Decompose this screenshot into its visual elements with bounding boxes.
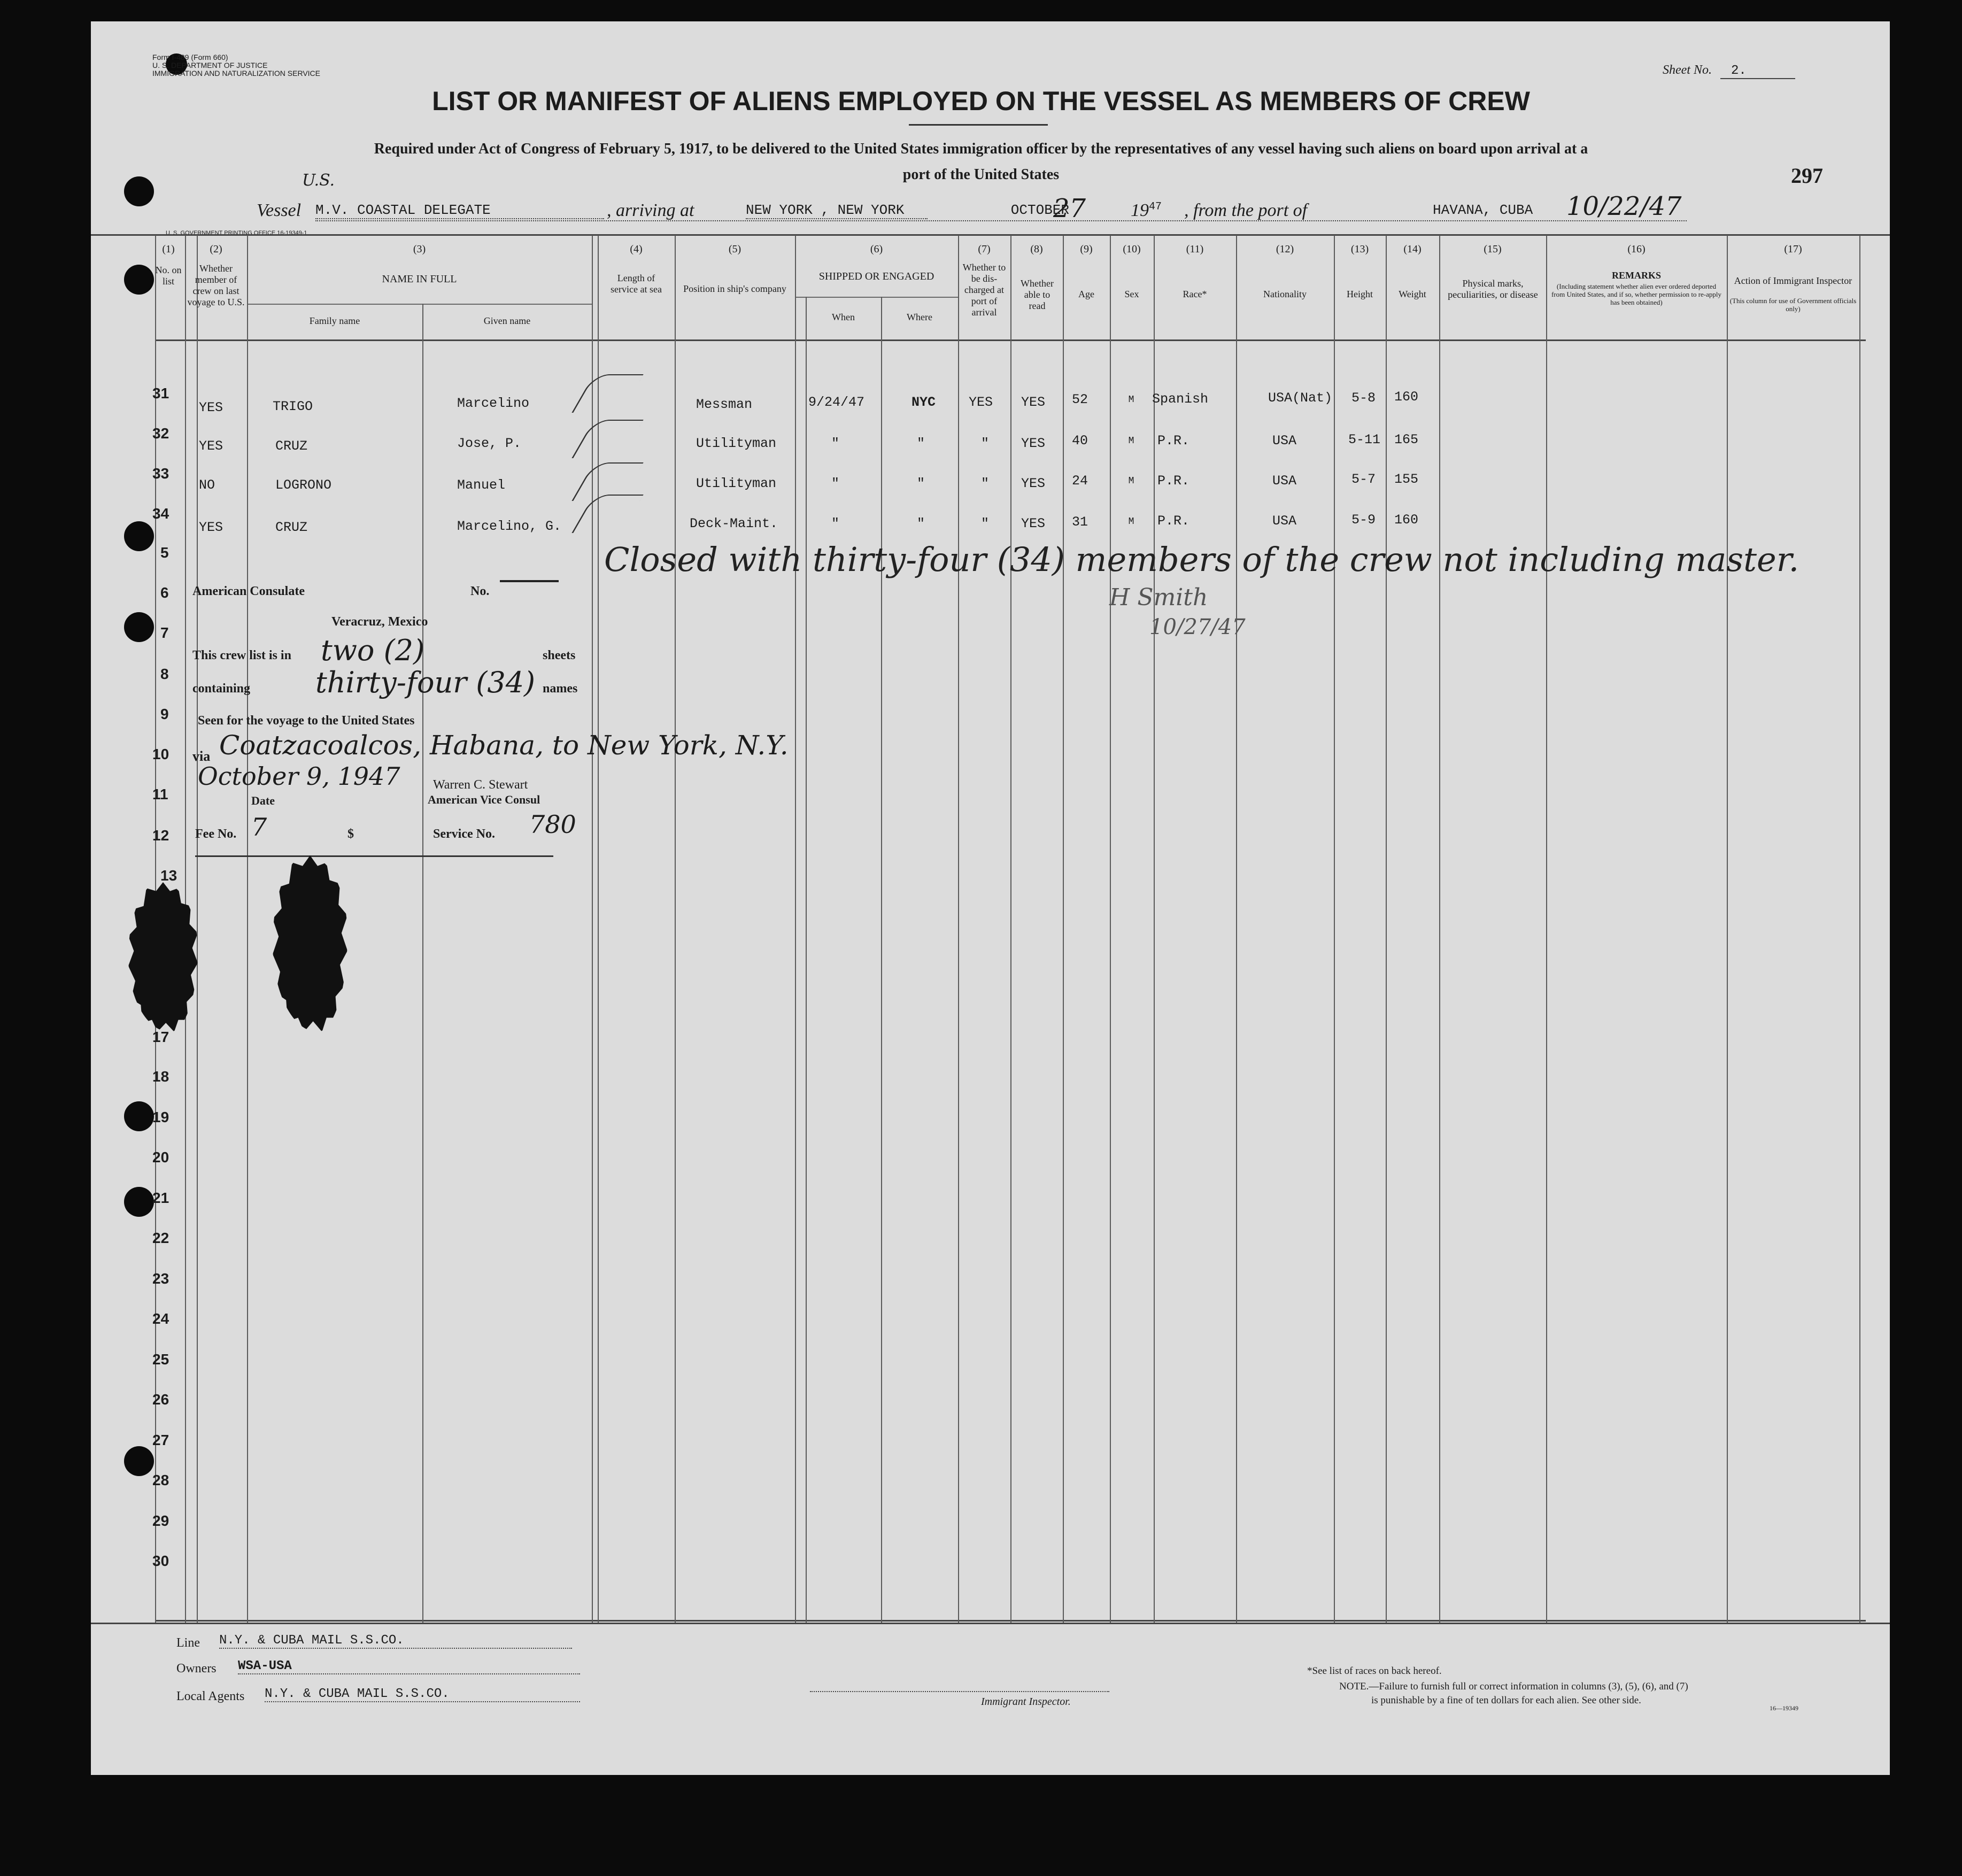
col-num-15: (15) xyxy=(1484,243,1502,255)
seen-label: Seen for the voyage to the United States xyxy=(198,714,415,728)
consul-date: October 9, 1947 xyxy=(198,762,400,791)
col-num-8: (8) xyxy=(1030,243,1043,255)
col-head-race: Race* xyxy=(1183,289,1207,299)
row-number: 10 xyxy=(152,746,169,762)
cell-given-name: Manuel xyxy=(457,477,506,493)
cell-nationality: USA xyxy=(1272,433,1297,449)
col-head-where: Where xyxy=(907,312,932,322)
vessel-line: Vessel xyxy=(257,200,302,220)
arrival-year: $19^{47}$ xyxy=(1131,200,1162,220)
cell-race: P.R. xyxy=(1157,433,1190,449)
names-label: names xyxy=(543,682,578,696)
cell-family-name: TRIGO xyxy=(273,399,313,414)
col-line xyxy=(881,297,882,1623)
line-value: N.Y. & CUBA MAIL S.S.CO. xyxy=(219,1633,572,1649)
col-head-family: Family name xyxy=(309,315,360,326)
row-number: 6 xyxy=(160,584,169,601)
page-title: LIST OR MANIFEST OF ALIENS EMPLOYED ON THE VESSEL AS MEMBERS OF CREW xyxy=(432,86,1530,116)
consulate-no-dash xyxy=(500,580,559,582)
row-number: 29 xyxy=(152,1512,169,1529)
cell-when: " xyxy=(831,476,840,491)
footer-rule xyxy=(91,1623,1890,1624)
col-num-13: (13) xyxy=(1350,243,1369,255)
cell-family-name: LOGRONO xyxy=(275,477,332,493)
cell-when: " xyxy=(831,516,840,531)
cell-position: Messman xyxy=(696,397,753,412)
col-line xyxy=(675,235,676,1623)
col-num-9: (9) xyxy=(1080,243,1093,255)
cell-age: 24 xyxy=(1072,473,1088,489)
sheets-value: two (2) xyxy=(321,634,425,667)
col-line xyxy=(1110,235,1111,1623)
cell-age: 52 xyxy=(1072,392,1088,407)
cell-nationality: USA xyxy=(1272,473,1297,489)
cell-last-voyage: YES xyxy=(199,438,223,454)
row-number: 24 xyxy=(152,1310,169,1327)
col-head-no: No. on list xyxy=(155,265,182,287)
col-line xyxy=(795,235,796,1623)
col-line xyxy=(958,235,959,1623)
cell-sex: M xyxy=(1128,476,1134,487)
col-line xyxy=(1063,235,1064,1623)
col-head-position: Position in ship's company xyxy=(683,283,786,294)
col-line xyxy=(1386,235,1387,1623)
cell-sex: M xyxy=(1128,516,1134,527)
row-number: 33 xyxy=(152,465,169,482)
consul-title: American Vice Consul xyxy=(428,793,540,806)
cell-race: Spanish xyxy=(1152,391,1209,407)
cell-last-voyage: NO xyxy=(199,477,215,493)
row-number: 18 xyxy=(152,1068,169,1085)
agents-label: Local Agents xyxy=(176,1689,245,1703)
col-head-weight: Weight xyxy=(1399,289,1426,299)
punch-hole xyxy=(124,521,154,551)
col-line xyxy=(1439,235,1440,1623)
consulate-no-label: No. xyxy=(470,584,490,598)
cell-where: " xyxy=(917,516,925,531)
consulate-heading: American Consulate xyxy=(192,584,305,598)
cell-age: 31 xyxy=(1072,514,1088,530)
cell-discharged: YES xyxy=(969,395,993,410)
cell-weight: 155 xyxy=(1394,472,1419,487)
col-line xyxy=(1859,235,1860,1623)
cell-read: YES xyxy=(1021,476,1046,491)
col-line xyxy=(1546,235,1547,1623)
col-line xyxy=(806,297,807,1623)
col-head-length: Length of service at sea xyxy=(611,273,662,295)
cell-last-voyage: YES xyxy=(199,520,223,535)
cell-height: 5-9 xyxy=(1351,512,1376,528)
cell-position: Deck-Maint. xyxy=(690,516,778,531)
fee-amount-label: $ xyxy=(347,827,354,841)
row-number: 23 xyxy=(152,1270,169,1287)
date-label: Date xyxy=(251,794,275,807)
cell-read: YES xyxy=(1021,516,1046,531)
cell-position: Utilityman xyxy=(696,476,777,491)
consul-name: Warren C. Stewart xyxy=(433,778,528,792)
col-num-14: (14) xyxy=(1403,243,1422,255)
cell-discharged: " xyxy=(981,476,990,491)
owners-label: Owners xyxy=(176,1662,217,1676)
from-label: , from the port of xyxy=(1184,200,1308,220)
containing-label: containing xyxy=(192,682,251,696)
col-head-nationality: Nationality xyxy=(1263,289,1307,299)
row-number: 12 xyxy=(152,827,169,844)
col-num-10: (10) xyxy=(1123,243,1141,255)
vessel-underline xyxy=(315,220,1687,221)
line-label: Line xyxy=(176,1636,200,1650)
col-line xyxy=(1010,235,1011,1623)
subtitle: Required under Act of Congress of February 5, 1917, to be delivered to the United States immigration officer by the representatives of any vessel having such aliens on board upon arrival at a port of the United States xyxy=(374,141,1588,183)
stamp-number: 297 xyxy=(1791,164,1823,188)
service-label: Service No. xyxy=(433,827,495,841)
cell-age: 40 xyxy=(1072,433,1088,449)
row-number: 11 xyxy=(152,786,168,802)
col-num-6: (6) xyxy=(870,243,883,255)
col-num-1: (1) xyxy=(162,243,175,255)
col-head-remarks: REMARKS xyxy=(1611,270,1661,281)
row-number: 27 xyxy=(152,1432,169,1448)
depart-date: 10/22/47 xyxy=(1566,191,1682,221)
cell-race: P.R. xyxy=(1157,473,1190,489)
cell-when: " xyxy=(831,436,840,451)
col-num-5: (5) xyxy=(728,243,741,255)
agents-value: N.Y. & CUBA MAIL S.S.CO. xyxy=(265,1687,580,1702)
row-number: 32 xyxy=(152,425,169,442)
row-number: 34 xyxy=(152,505,169,522)
inspector-signature-line xyxy=(810,1691,1109,1692)
col-head-name: NAME IN FULL xyxy=(382,273,457,285)
service-value: 780 xyxy=(529,810,576,839)
shipped-split-rule xyxy=(795,297,958,298)
col-num-4: (4) xyxy=(630,243,643,255)
crew-list-label: This crew list is in xyxy=(192,649,291,662)
printer-note: U. S. GOVERNMENT PRINTING OFFICE 16-19349-1 xyxy=(166,230,307,236)
row-number: 21 xyxy=(152,1190,169,1206)
row-number: 30 xyxy=(152,1553,169,1569)
col-head-read: Whether able to read xyxy=(1021,278,1054,311)
sheet-number: Sheet No. 2. xyxy=(1663,63,1795,79)
row-number: 31 xyxy=(152,385,169,402)
cell-given-name: Marcelino, G. xyxy=(457,519,562,534)
col-head-when: When xyxy=(832,312,855,322)
races-note: *See list of races on back hereof. xyxy=(1307,1665,1442,1677)
sheets-label: sheets xyxy=(543,649,576,662)
arriving-city: NEW YORK , NEW YORK xyxy=(746,202,928,219)
col-line xyxy=(422,304,423,1623)
struck-line xyxy=(195,855,553,857)
row-number: 9 xyxy=(160,706,169,722)
row-number: 7 xyxy=(160,624,169,641)
cell-last-voyage: YES xyxy=(199,400,223,415)
col-num-2: (2) xyxy=(210,243,222,255)
names-value: thirty-four (34) xyxy=(315,666,536,699)
row-number: 19 xyxy=(152,1109,169,1125)
closing-note: Closed with thirty-four (34) members of the crew not including master. xyxy=(604,540,1799,579)
via-label: via xyxy=(192,748,211,764)
inspector-label: Immigrant Inspector. xyxy=(981,1696,1071,1708)
col-head-height: Height xyxy=(1347,289,1373,299)
col-head-sex: Sex xyxy=(1124,289,1139,299)
row-number: 8 xyxy=(160,666,169,682)
inspector-date: 10/27/47 xyxy=(1149,615,1246,639)
row-number: 25 xyxy=(152,1351,169,1368)
name-split-rule xyxy=(247,304,592,305)
vessel-name: M.V. COASTAL DELEGATE xyxy=(315,202,604,219)
row-number: 26 xyxy=(152,1391,169,1408)
cell-discharged: " xyxy=(981,516,990,531)
col-head-given: Given name xyxy=(483,315,531,326)
col-num-7: (7) xyxy=(978,243,991,255)
form-code: 16—19349 xyxy=(1770,1704,1798,1712)
col-line xyxy=(1727,235,1728,1623)
cell-where: " xyxy=(917,436,925,451)
cell-nationality: USA xyxy=(1272,513,1297,529)
col-head-shipped: SHIPPED OR ENGAGED xyxy=(818,271,934,282)
col-head-last-voyage: Whether member of crew on last voyage to U.S. xyxy=(187,263,245,307)
cell-read: YES xyxy=(1021,395,1046,410)
cell-race: P.R. xyxy=(1157,513,1190,529)
cell-sex: M xyxy=(1128,395,1134,405)
col-head-physical: Physical marks, peculiarities, or disease xyxy=(1448,278,1538,300)
cell-family-name: CRUZ xyxy=(275,520,308,535)
cell-given-name: Marcelino xyxy=(457,396,530,411)
title-rule xyxy=(909,124,1048,126)
cell-discharged: " xyxy=(981,436,990,451)
col-num-17: (17) xyxy=(1784,243,1802,255)
cell-when: 9/24/47 xyxy=(808,395,865,410)
col-line xyxy=(1154,235,1155,1623)
fine-note: NOTE.—Failure to furnish full or correct information in columns (3), (5), (6), and (7) is punishable by a fine of ten dollars for each alien. See other side. xyxy=(1339,1681,1688,1706)
col-head-discharged: Whether to be dis-charged at port of arrival xyxy=(962,262,1006,318)
col-line xyxy=(1334,235,1335,1623)
col-line xyxy=(247,235,248,1623)
row-number: 17 xyxy=(152,1029,169,1045)
cell-read: YES xyxy=(1021,436,1046,451)
cell-weight: 160 xyxy=(1394,512,1419,528)
punch-hole xyxy=(124,265,154,295)
cell-height: 5-8 xyxy=(1351,390,1376,406)
cell-height: 5-7 xyxy=(1351,472,1376,487)
arrival-day: 27 xyxy=(1053,194,1086,223)
punch-hole xyxy=(124,1187,154,1217)
owners-value: WSA-USA xyxy=(238,1659,580,1674)
row-number: 20 xyxy=(152,1149,169,1165)
cell-weight: 160 xyxy=(1394,389,1419,405)
row-number: 5 xyxy=(160,544,169,561)
col-num-11: (11) xyxy=(1186,243,1204,255)
cell-where: NYC xyxy=(912,395,936,410)
cell-position: Utilityman xyxy=(696,436,777,451)
col-num-3: (3) xyxy=(413,243,426,255)
row-number: 28 xyxy=(152,1472,169,1488)
arriving-label: , arriving at xyxy=(607,200,694,220)
punch-hole xyxy=(124,612,154,642)
table-top-rule xyxy=(91,234,1890,236)
cell-family-name: CRUZ xyxy=(275,438,308,454)
col-num-16: (16) xyxy=(1627,243,1646,255)
from-port: HAVANA, CUBA xyxy=(1433,202,1533,218)
row-number: 22 xyxy=(152,1230,169,1246)
fee-value: 7 xyxy=(251,813,267,842)
punch-hole xyxy=(124,1101,154,1131)
col-line xyxy=(1236,235,1237,1623)
col-head-age: Age xyxy=(1078,289,1094,299)
row-number: 13 xyxy=(160,867,177,884)
cell-where: " xyxy=(917,476,925,491)
cell-given-name: Jose, P. xyxy=(457,436,522,451)
form-id: Form I-489 (Form 660) U. S. DEPARTMENT OF JUSTICE IMMIGRATION AND NATURALIZATION SERVICE xyxy=(152,53,320,78)
cell-nationality: USA(Nat) xyxy=(1268,390,1333,406)
fee-label: Fee No. xyxy=(195,827,237,841)
flag-annotation: U.S. xyxy=(302,171,335,190)
inspector-initials: H Smith xyxy=(1109,584,1208,611)
col-head-remarks-note: (Including statement whether alien ever ordered deported from United States, and if so, whether permission to re-apply has been obtained) xyxy=(1551,282,1722,306)
cell-sex: M xyxy=(1128,436,1134,446)
via-value: Coatzacoalcos, Habana, to New York, N.Y. xyxy=(219,730,789,761)
col-line xyxy=(197,235,198,1623)
col-num-12: (12) xyxy=(1276,243,1294,255)
consulate-location: Veracruz, Mexico xyxy=(331,615,428,629)
cell-weight: 165 xyxy=(1394,432,1419,447)
punch-hole xyxy=(124,1446,154,1476)
col-head-action: Action of Immigrant Inspector xyxy=(1734,275,1852,286)
arrival-month: OCTOBER xyxy=(1010,202,1069,218)
col-head-action-note: (This column for use of Government officials only) xyxy=(1729,297,1857,313)
cell-height: 5-11 xyxy=(1348,432,1381,447)
